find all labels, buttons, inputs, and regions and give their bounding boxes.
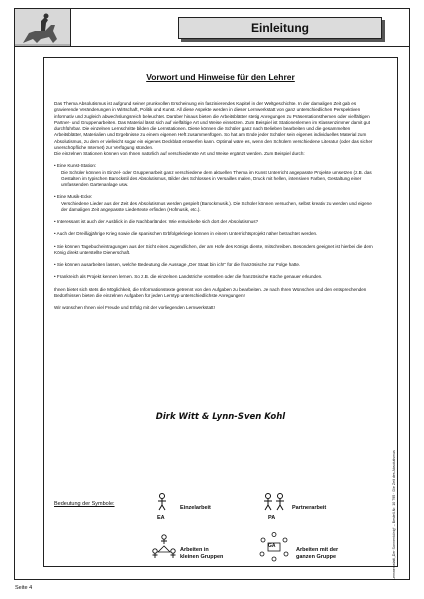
bullet-diary: • Sie können Tagebucheintragungen aus der Sicht eines Jugendlichen, der am Hofe des Königs diente, mitschreiben. Besonders geeignet ist hierbei die dem König direkt unterstellte Dienerschaft. [54, 243, 373, 255]
body-text [54, 101, 378, 311]
ea-code: EA [157, 515, 165, 521]
authors: Dirk Witt & Lynn-Sven Kohl [155, 412, 286, 422]
bullet-state: • Sie können ausarbeiten lassen, welche Bedeutung die Aussage „Der Staat bin ich!“ für die französische zur Folge hatte. [54, 262, 301, 267]
bullet-music-text: Verschiedene Lieder aus der Zeit des Absolutismus werden gespielt (Barockmusik.). Die Schüler können versuchen, selbst kreativ zu werden und eigene der damaligen Zeit angepasste Liedertexte erfinden (Hofmusik, etc.). [61, 200, 372, 212]
side-imprint-text: Lernwerkstatt „Der Sonnenkönig“ – Bestell-Nr. 10 795 · Die Zeit des Absolutismus [392, 450, 396, 580]
equestrian-logo-image [15, 9, 71, 47]
section-heading: Vorwort und Hinweise für den Lehrer [146, 72, 295, 82]
bullet-art-text: Die Schüler können in Einzel- oder Gruppenarbeit ganz verschiedene dem aktuellen Thema im Kunst Unterricht angepasste Projekte umsetzen (z.B. das Gestalten im typischen Barockstil des Absolutismus, Bilder des Schlosses in Versailles malen, Druck mit hellen, intensiven Farben, Gestaltung einer umfassenden Gartenanlage usw. [61, 169, 372, 187]
paragraph-tasks: Ihnen bietet sich stets die Möglichkeit, die Informationstexte getrennt von den Aufgaben zu bearbeiten. Je nach Ihren Wünschen und den entsprechenden Bedürfnissen bieten die einzelnen Aufgaben für jeden Lerntyp unterschiedlichste Anregungen! [54, 286, 367, 298]
ga-code: GA [268, 543, 276, 549]
bullet-neighbours: • Interessant ist auch der Ausblick in die Nachbarländer. Wie entwickelte sich dort der Absolutismus? [54, 219, 259, 224]
small-group-icon [152, 534, 176, 565]
paragraph-intro: Das Thema Absolutismus ist aufgrund seiner prunkvollen Erscheinung ein faszinierendes Kapitel in der Weltgeschichte. In der damaligen Zeit gab es gravierende Veränderungen in Wirtschaft, Politik und Kunst. All diese Aspekte werden in dieser Lernwerkstatt von ganz unterschiedlichen Perspektiven informativ und zugleich abwechslungsreich beleuchtet. Darüber hinaus bieten die Arbeitsblätter stetig Anregungen zu Präsentationsthemen oder vielfältigen Partner- und Gruppenarbeiten. Das Material lässt sich auf vielfältige Art und Weise einsetzen. Zum Beispiel ist Stationenlernen im Klassenzimmer damit gut durchführbar. Die einzelnen Lernschritte bilden die Lernstationen. Diese können die Schüler ganz nach Belieben bearbeiten und die gesammelten Arbeitsblätter, Materialien und Ergebnisse zu einem eigenen Heft zusammenfügen. So hat am Ende jeder Schüler sein eigenes individuelles Material zum Absolutismus, zu dem er vielleicht sogar ein eigenes Deckblatt entwerfen kann. Optimal wäre es, wenn den Schülern verschiedene Literatur (oder das sicher unerschöpfliche Internet) zur Verfügung stünden. [54, 101, 373, 150]
whole-group-icon [259, 532, 289, 567]
page-title-box [178, 17, 382, 39]
ea-label: Einzelarbeit [180, 505, 211, 511]
page-number: Seite 4 [15, 585, 33, 591]
pa-label: Partnerarbeit [292, 505, 327, 511]
bullet-art-heading: • Eine Kunst-Station: [54, 163, 97, 169]
page-title: Einleitung [251, 21, 309, 35]
two-persons-icon [262, 493, 286, 516]
bullet-music-heading: • Eine Musik-Ecke: [54, 194, 93, 200]
single-person-icon [156, 493, 168, 516]
paragraph-wishes: Wir wünschen Ihnen viel Freude und Erfolg mit der vorliegenden Lernwerkstatt! [54, 305, 215, 310]
bullet-france: • Frankreich als Projekt kennen lernen. So z.B. die einzelnen Landstriche vorstellen oder die französische Küche genauer erkunden. [54, 274, 323, 280]
group-label: Arbeiten in kleinen Gruppen [180, 547, 224, 560]
pa-code: PA [268, 515, 276, 521]
ga-label: Arbeiten mit der ganzen Gruppe [296, 547, 339, 560]
bullet-war: • Auch der Dreißigjährige Krieg sowie die spanischen Erbfolgekriege können in einem Unterrichtsprojekt näher betrachtet werden. [54, 231, 318, 237]
symbols-label: Bedeutung der Symbole: [54, 501, 115, 507]
horse-rider-icon [15, 9, 71, 47]
paragraph-stations: Die einzelnen Stationen können von Ihnen natürlich auf verschiedenste Art und Weise ergänzt werden. Zum Beispiel durch: [54, 151, 305, 156]
side-imprint [392, 450, 404, 580]
